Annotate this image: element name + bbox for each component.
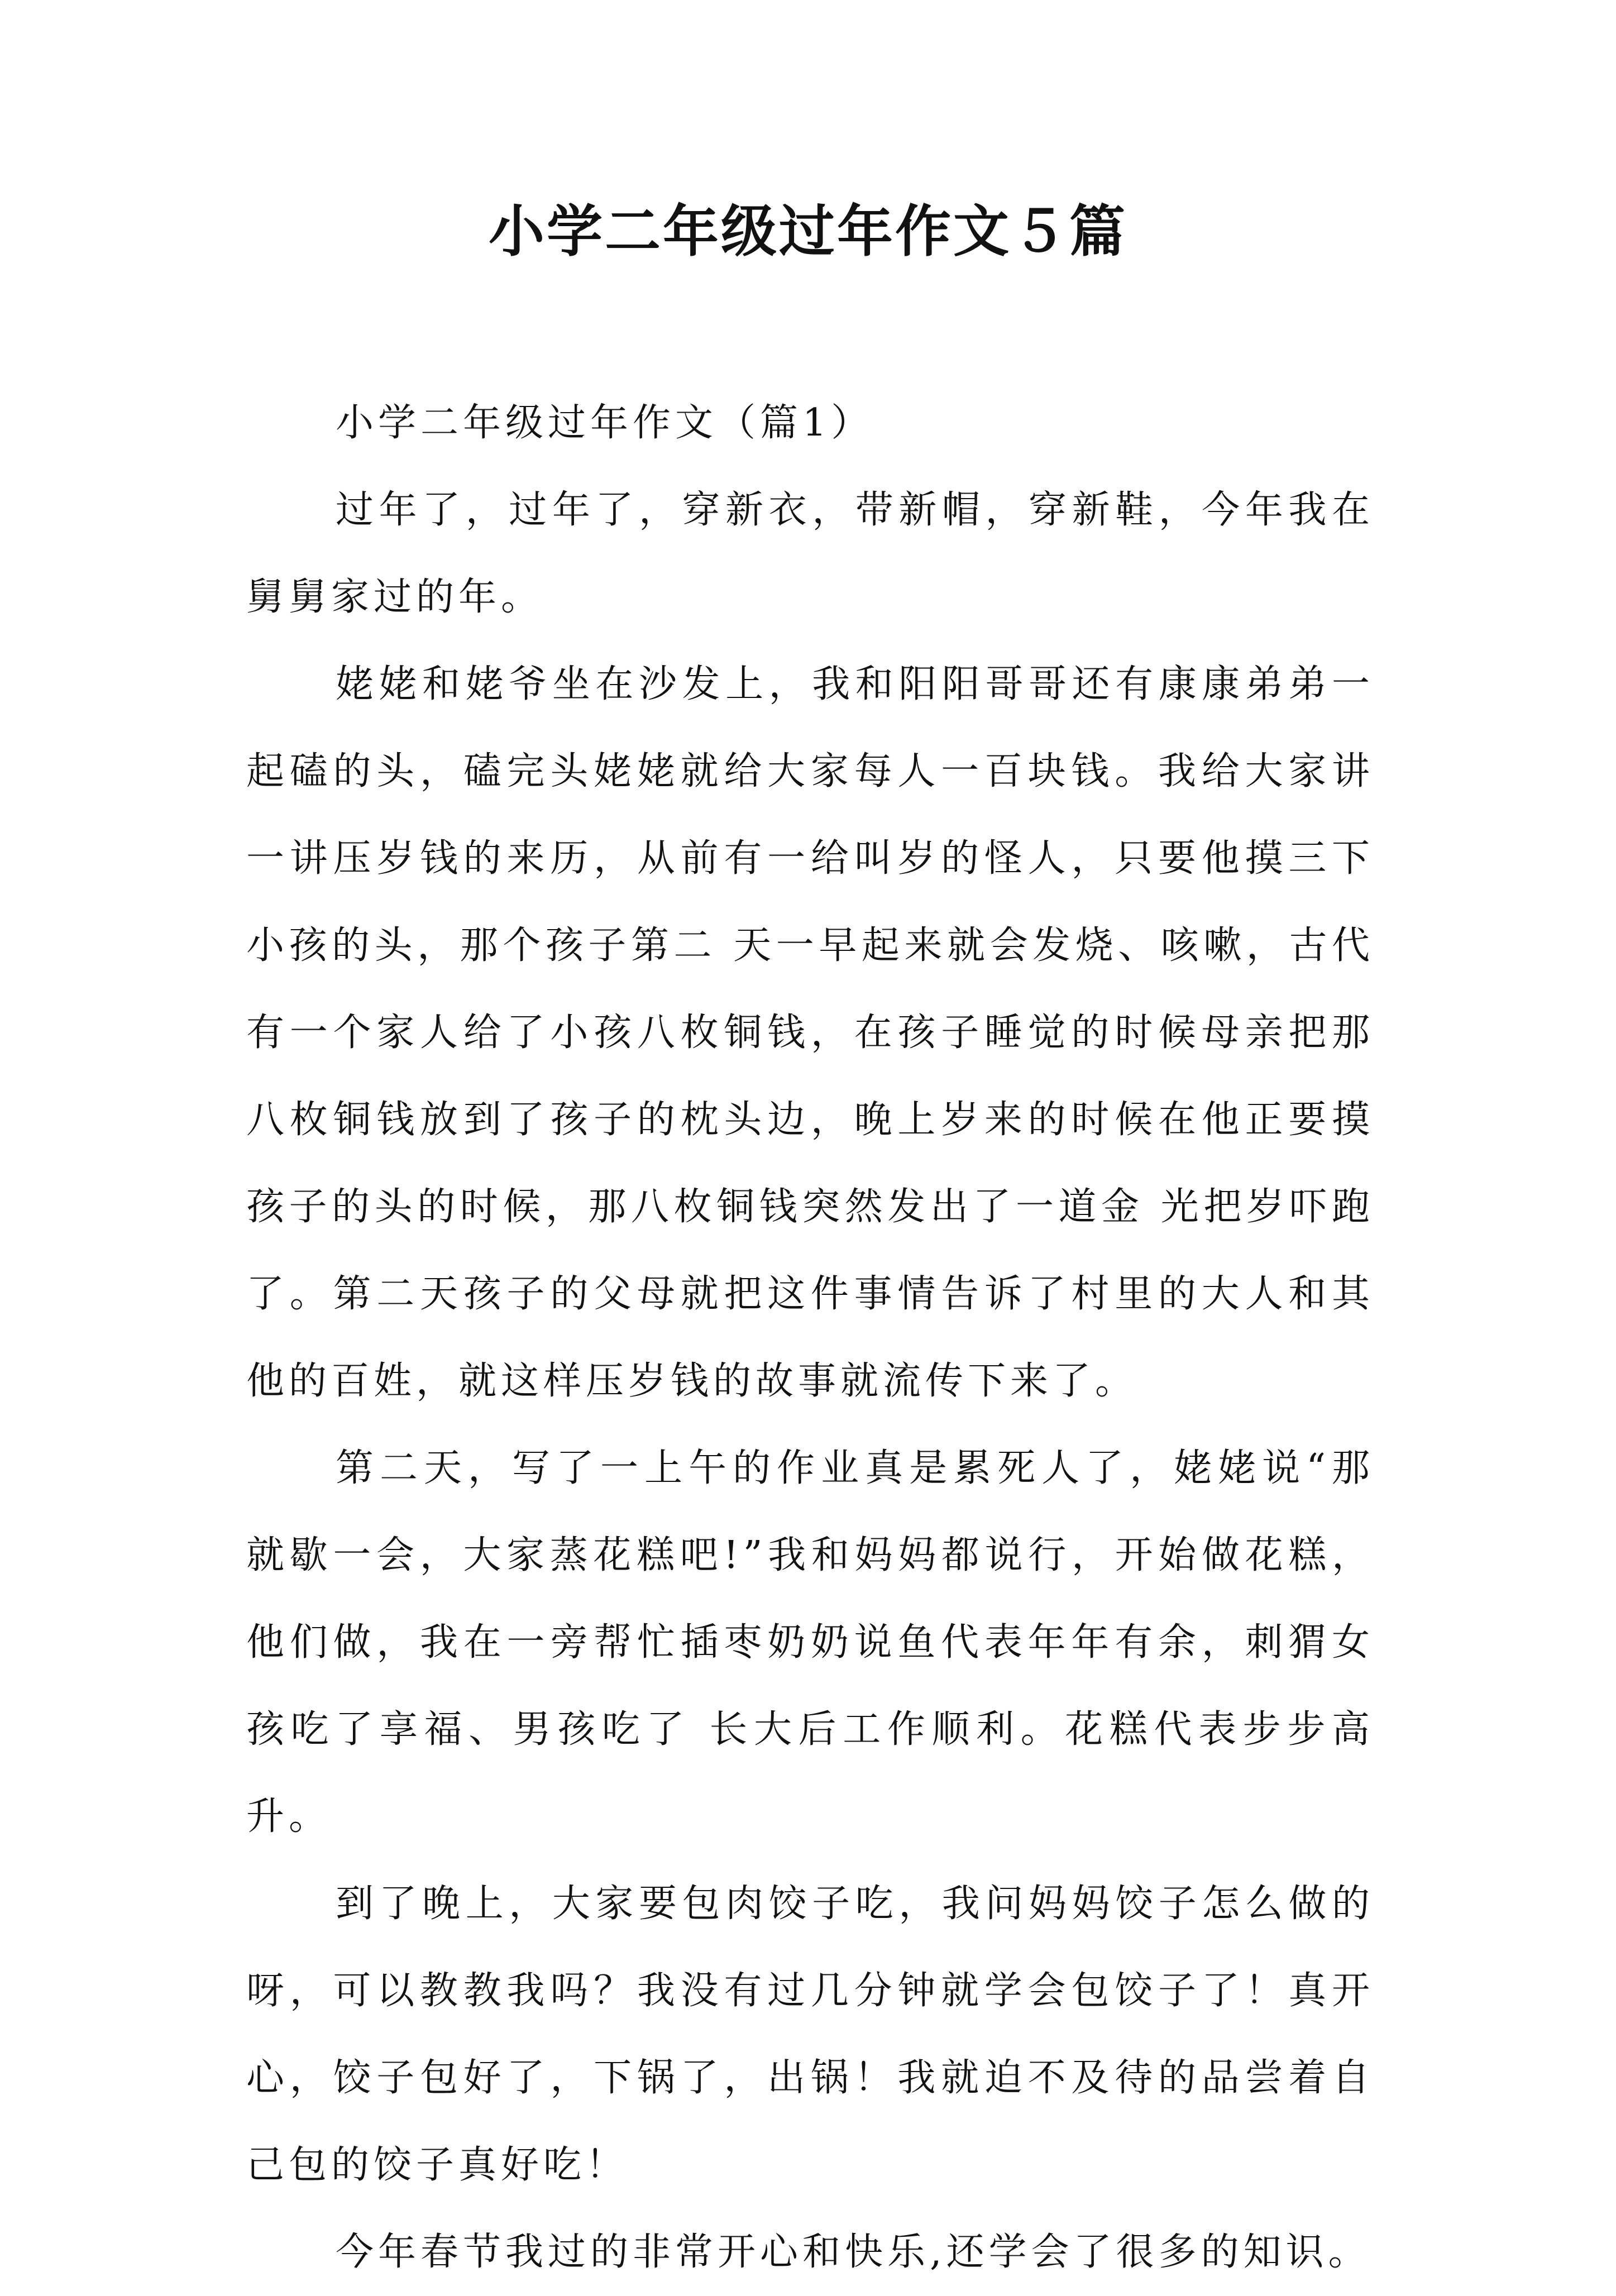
paragraph: 今年春节我过的非常开心和快乐,还学会了很多的知识。 bbox=[336, 2230, 1371, 2274]
paragraph: 过年了，过年了，穿新衣，带新帽，穿新鞋，今年我在舅舅家过的年。 bbox=[246, 488, 1374, 619]
paragraph: 第二天，写了一上午的作业真是累死人了，姥姥说“那就歇一会，大家蒸花糕吧!”我和妈妈都说行，开始做花糕，他们做，我在一旁帮忙插枣奶奶说鱼代表年年有余，刺猬女孩吃了享福、男孩吃了 长大后工作顺利。花糕代表步步高升。 bbox=[246, 1446, 1374, 1839]
paragraph: 到了晚上，大家要包肉饺子吃，我问妈妈饺子怎么做的呀，可以教教我吗？我没有过几分钟就学会包饺子了！真开心，饺子包好了，下锅了，出锅！我就迫不及待的品尝着自己包的饺子真好吃！ bbox=[246, 1882, 1374, 2187]
paragraph: 姥姥和姥爷坐在沙发上，我和阳阳哥哥还有康康弟弟一起磕的头，磕完头姥姥就给大家每人一百块钱。我给大家讲一讲压岁钱的来历，从前有一给叫岁的怪人，只要他摸三下小孩的头，那个孩子第二 天一早起来就会发烧、咳嗽，古代有一个家人给了小孩八枚铜钱，在孩子睡觉的时候母亲把那八枚铜钱放到了孩子的枕头边，晚上岁来的时候在他正要摸孩子的头的时候，那八枚铜钱突然发出了一道金 光把岁吓跑了。第二天孩子的父母就把这件事情告诉了村里的大人和其他的百姓，就这样压岁钱的故事就流传下来了。 bbox=[246, 662, 1374, 1403]
section-heading: 小学二年级过年作文（篇1） bbox=[336, 401, 874, 445]
document-title: 小学二年级过年作文５篇 bbox=[489, 199, 1127, 264]
document-body bbox=[246, 380, 1374, 2296]
